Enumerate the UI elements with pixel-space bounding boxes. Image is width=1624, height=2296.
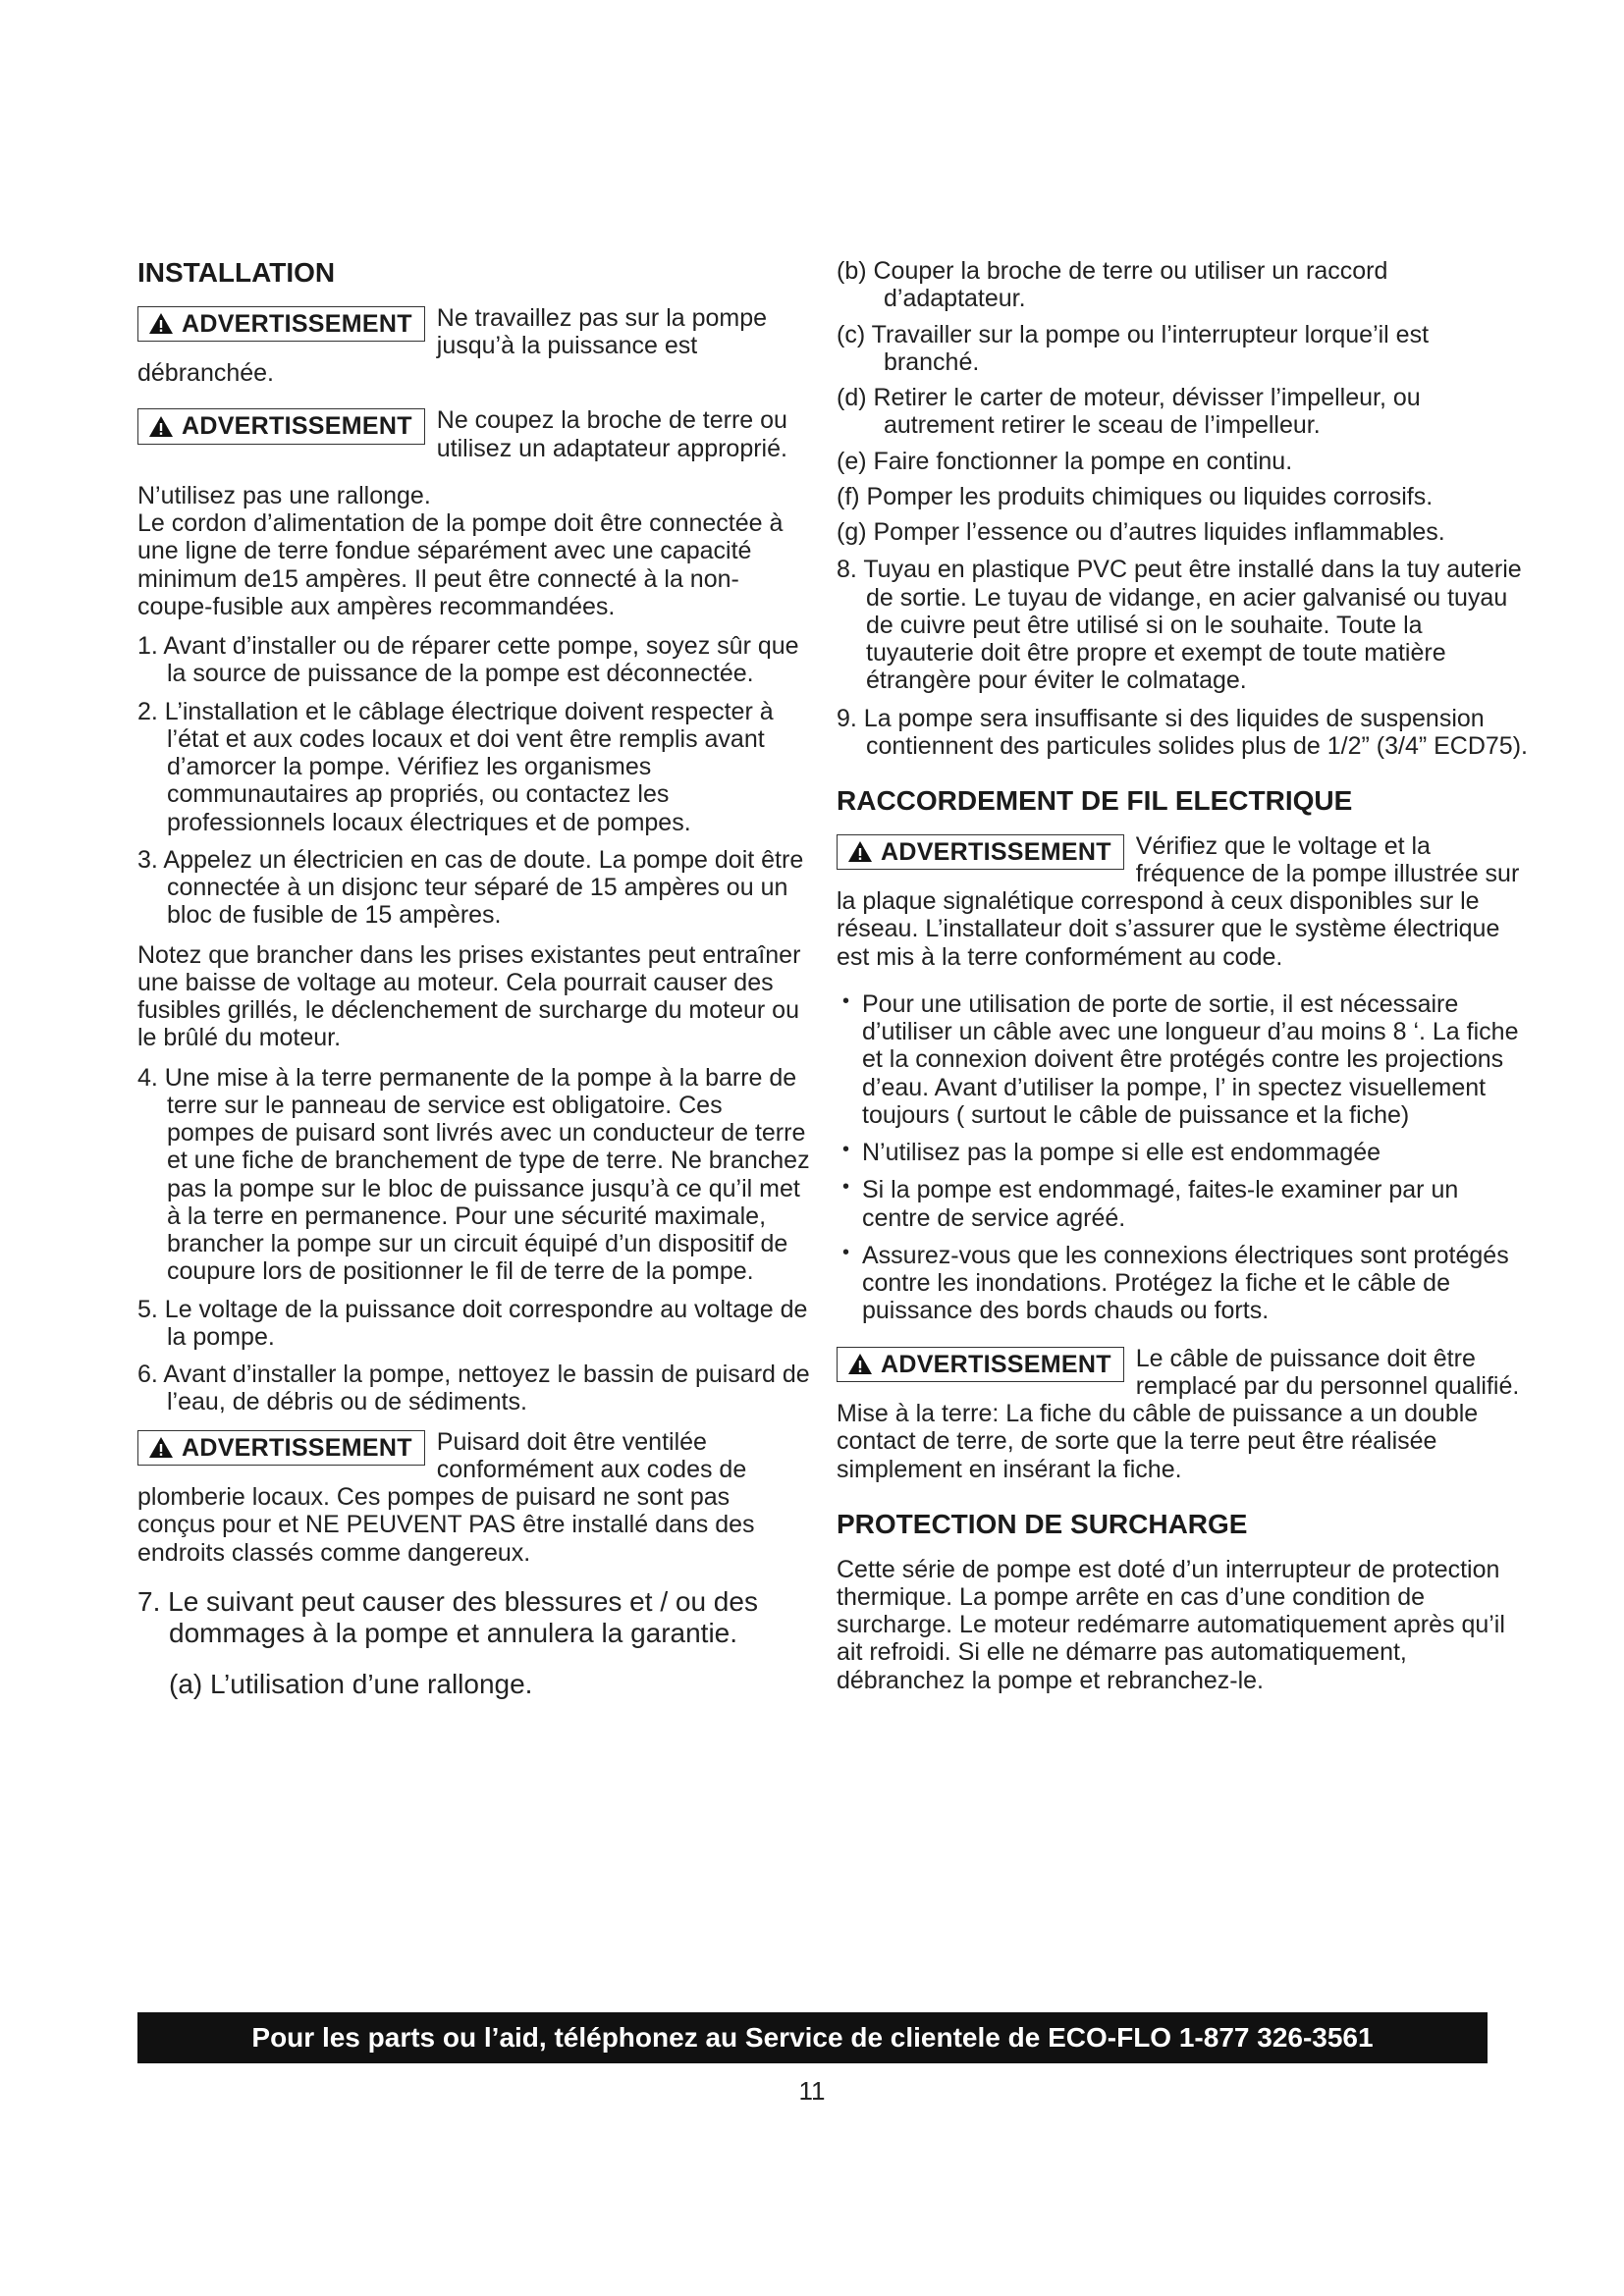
sub-item-f: (f) Pomper les produits chimiques ou liquides corrosifs.: [837, 482, 1434, 510]
warning-label: ADVERTISSEMENT: [881, 837, 1111, 866]
installation-heading: INSTALLATION: [137, 257, 336, 288]
bullet-item: [837, 1242, 1529, 1325]
bullet-text: N’utilisez pas la pompe si elle est endommagée: [862, 1139, 1381, 1167]
sub-item-e: (e) Faire fonctionner la pompe en continu.: [837, 447, 1293, 475]
overload-text: Cette série de pompe est doté d’un interrupteur de protection thermique. La pompe arrête en cas d’une condition de surcharge. Le moteur redémarre automatiquement après qu’il ait refroidi. Si elle ne démarre pas automatiquement, débranchez la pompe et rebranchez-le.: [837, 1555, 1505, 1694]
bullet-dot: •: [842, 1241, 850, 1263]
warning-no-work: [137, 304, 810, 388]
warning-ground-pin: [137, 406, 810, 462]
list-item-7: 7. Le suivant peut causer des blessures et / ou des dommages à la pompe et annulera la garantie.: [137, 1585, 758, 1649]
install-list-4-6: [137, 1064, 810, 1416]
damage-causes-list: [837, 257, 1529, 546]
list-item: 5. Le voltage de la puissance doit correspondre au voltage de la pompe.: [137, 1295, 808, 1351]
list-item: 1. Avant d’installer ou de réparer cette pompe, soyez sûr que la source de puissance de la pompe est déconnectée.: [137, 632, 799, 688]
list-item: 8. Tuyau en plastique PVC peut être installé dans la tuy auterie de sortie. Le tuyau de vidange, en acier galvanisé ou tuyau de cuivre peut être utilisé si on le souhaite. Toute la tuyauterie doit être propre et exempt de toute matière étrangère pour éviter le colmatage.: [837, 556, 1522, 695]
bullet-text: Pour une utilisation de porte de sortie, il est nécessaire d’utiliser un câble avec une longueur d’au moins 8 ‘. La fiche et la connexion doivent être protégés contre les projections d’eau. Avant d’utiliser la pompe, l’ in spectez visuellement toujours ( surtout le câble de puissance et la fiche): [862, 989, 1519, 1129]
warning-badge: [137, 408, 425, 444]
sub-item-a: (a) L’utilisation d’une rallonge.: [169, 1669, 533, 1700]
no-extension-line: N’utilisez pas une rallonge.: [137, 481, 431, 509]
warning-triangle-icon: [847, 840, 873, 863]
bullet-dot: •: [842, 989, 850, 1012]
warning-text: Puisard doit être ventilée conformément aux codes de plomberie locaux. Ces pompes de puisard ne sont pas conçus pour et NE PEUVENT PAS être installé dans des endroits classés comme dangereux.: [137, 1427, 755, 1567]
install-list-1-3: [137, 632, 810, 930]
wiring-bullets: [837, 990, 1529, 1325]
list-item: 2. L’installation et le câblage électrique doivent respecter à l’état et aux codes locaux et doi vent être remplis avant d’amorcer la pompe. Vérifiez les organismes communautaires ap propriés, ou contactez les professionnels locaux électriques et de pompes.: [137, 697, 774, 836]
warning-badge: [137, 1430, 425, 1466]
power-cord-text: Le cordon d’alimentation de la pompe doit être connectée à une ligne de terre fondue séparément avec une capacité minimum de15 ampères. Il peut être connecté à la non-coupe-fusible aux ampères recommandées.: [137, 509, 784, 620]
warning-voltage: [837, 832, 1529, 971]
bullet-item: [837, 1139, 1529, 1166]
support-footer-bar: Pour les parts ou l’aid, téléphonez au Service de clientele de ECO-FLO 1-877 326-3561: [137, 2012, 1488, 2063]
warning-label: ADVERTISSEMENT: [881, 1350, 1111, 1378]
warning-ventilation: [137, 1428, 810, 1567]
list-item: 4. Une mise à la terre permanente de la pompe à la barre de terre sur le panneau de service est obligatoire. Ces pompes de puisard sont livrés avec un conducteur de terre et une fiche de branchement de type de terre. Ne branchez pas la pompe sur le bloc de puissance jusqu’à ce qu’il met à la terre en permanence. Pour une sécurité maximale, brancher la pompe sur un circuit équipé d’un dispositif de coupure lors de positionner le fil de terre de la pompe.: [137, 1063, 810, 1286]
list-item: 6. Avant d’installer la pompe, nettoyez le bassin de puisard de l’eau, de débris ou de sédiments.: [137, 1361, 810, 1416]
warning-badge: [137, 306, 425, 342]
warning-triangle-icon: [148, 312, 174, 335]
warning-triangle-icon: [148, 1436, 174, 1459]
warning-triangle-icon: [148, 415, 174, 438]
warning-label: ADVERTISSEMENT: [182, 1433, 412, 1462]
warning-badge: [837, 834, 1124, 870]
sub-item-b: (b) Couper la broche de terre ou utiliser un raccord d’adaptateur.: [837, 257, 1388, 313]
warning-text: Ne travaillez pas sur la pompe jusqu’à la puissance est débranchée.: [137, 303, 768, 388]
bullet-item: [837, 990, 1529, 1129]
warning-text: Vérifiez que le voltage et la fréquence de la pompe illustrée sur la plaque signalétique correspond à ceux disponibles sur le réseau. L’installateur doit s’assurer que le système électrique est mis à la terre conformément au code.: [837, 831, 1520, 971]
list-item: 3. Appelez un électricien en cas de doute. La pompe doit être connectée à un disjonc teur séparé de 15 ampères ou un bloc de fusible de 15 ampères.: [137, 845, 804, 930]
bullet-item: [837, 1176, 1529, 1232]
bullet-text: Si la pompe est endommagé, faites-le examiner par un centre de service agréé.: [862, 1176, 1459, 1232]
overload-heading: PROTECTION DE SURCHARGE: [837, 1508, 1248, 1539]
warning-text: Le câble de puissance doit être remplacé par du personnel qualifié. Mise à la terre: La fiche du câble de puissance a un double contact de terre, de sorte que la terre peut être réalisée simplement en insérant la fiche.: [837, 1344, 1520, 1483]
bullet-text: Assurez-vous que les connexions électriques sont protégés contre les inondations. Protégez la fiche et le câble de puissance des bords chauds ou forts.: [862, 1241, 1509, 1325]
voltage-drop-note: Notez que brancher dans les prises existantes peut entraîner une baisse de voltage au moteur. Cela pourrait causer des fusibles grillés, le déclenchement de surcharge du moteur ou le brûlé du moteur.: [137, 940, 801, 1052]
warning-cable: [837, 1345, 1529, 1483]
wiring-heading: RACCORDEMENT DE FIL ELECTRIQUE: [837, 785, 1353, 816]
warning-text: Ne coupez la broche de terre ou utilisez un adaptateur approprié.: [436, 406, 787, 462]
right-column: [837, 257, 1529, 1706]
warning-badge: [837, 1347, 1124, 1382]
page-number: 11: [798, 2076, 826, 2106]
warning-triangle-icon: [847, 1353, 873, 1375]
left-column: [137, 257, 810, 1700]
list-item: 9. La pompe sera insuffisante si des liquides de suspension contiennent des particules solides plus de 1/2” (3/4” ECD75).: [837, 704, 1528, 760]
install-list-8-9: [837, 556, 1529, 760]
sub-item-g: (g) Pomper l’essence ou d’autres liquides inflammables.: [837, 518, 1445, 546]
warning-label: ADVERTISSEMENT: [182, 309, 412, 338]
bullet-dot: •: [842, 1139, 850, 1161]
sub-item-d: (d) Retirer le carter de moteur, dévisser l’impelleur, ou autrement retirer le sceau de l’impelleur.: [837, 384, 1421, 440]
bullet-dot: •: [842, 1176, 850, 1199]
no-extension-text: [137, 482, 810, 620]
sub-item-c: (c) Travailler sur la pompe ou l’interrupteur lorque’il est branché.: [837, 320, 1430, 376]
warning-label: ADVERTISSEMENT: [182, 412, 412, 441]
